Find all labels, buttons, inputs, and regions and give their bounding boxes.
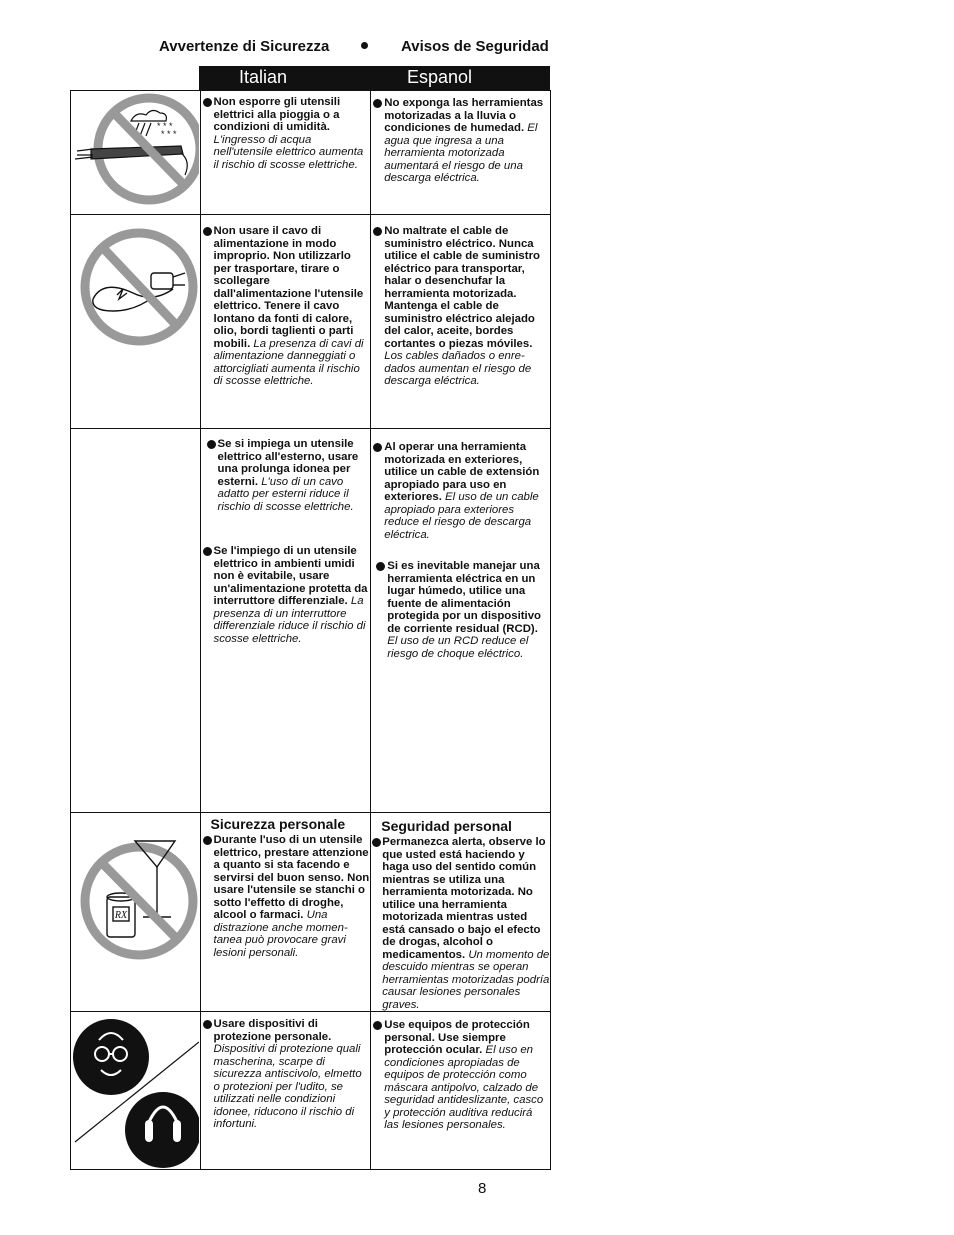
table-row [71, 429, 551, 813]
wear-eye-ear-protection-icon [71, 1012, 199, 1170]
warning-item-italian [201, 225, 371, 388]
warning-bold-text: Se si impiega un utensile elettrico all'esterno, usare una prolunga idonea per esterni. [217, 438, 359, 488]
warning-italic-text: L'ingresso di acqua nell'utensile elettrico aumenta il rischio di scosse elettriche. [213, 133, 364, 171]
warning-item-spanish [371, 1019, 550, 1132]
bullet-icon [207, 440, 216, 449]
image-cell [71, 1012, 201, 1170]
warning-italic-text: El agua que ingresa a una herramienta motorizada aumentará el riesgo de una descarga eléctrica. [384, 122, 538, 184]
warning-bold-text: No maltrate el cable de suministro eléctrico. Nunca utilice el cable de suministro eléctrico para transportar, halar o desenchufar la herramienta motorizada. Mantenga el cable de suministro eléctrico alejado del calor, aceite, bordes cortantes o piezas móviles. [384, 225, 540, 350]
bullet-icon [376, 562, 385, 571]
warning-item-spanish [374, 560, 550, 660]
table-row [71, 1012, 551, 1170]
bullet-icon [203, 836, 212, 845]
header-bullet [361, 42, 368, 49]
warning-bold-text: Durante l'uso di un utensile elettrico, prestare attenzione a quanto si sta facendo e servirsi del buon senso. Non usare l'utensile se stanchi o sotto l'effetto di droghe, alcool o farmaci. [213, 834, 370, 921]
header-title-italian: Avvertenze di Sicurezza [159, 38, 330, 55]
table-row [71, 813, 551, 1012]
no-cord-abuse-icon [71, 215, 199, 429]
italian-text-cell [200, 429, 371, 813]
image-cell [71, 813, 201, 1012]
warning-italic-text: La presenza di un interruttore differenziale riduce il rischio di scosse elettriche. [213, 595, 366, 645]
italian-text-cell [200, 1012, 371, 1170]
italian-text-cell [200, 91, 371, 215]
no-drugs-alcohol-icon [71, 813, 199, 1009]
svg-text:* * *: * * * [157, 121, 173, 131]
warning-item-italian [201, 834, 371, 959]
image-cell [71, 91, 201, 215]
warning-bold-text: Usare dispositivi di protezione personale. [213, 1018, 332, 1043]
warning-item-italian [201, 545, 371, 645]
spanish-text-cell [371, 1012, 551, 1170]
safety-table [70, 90, 551, 1170]
warning-bold-text: Non esporre gli utensili elettrici alla pioggia o a condizioni di umidità. [213, 96, 341, 133]
spanish-text-cell [371, 215, 551, 429]
table-row [71, 91, 551, 215]
spanish-text-cell [371, 91, 551, 215]
section-title-spanish: Seguridad personal [381, 818, 512, 834]
warning-item-spanish [371, 441, 550, 541]
warning-italic-text: Dispositivi di protezione quali mascherina, scarpe di sicurezza antiscivolo, elmetto o protezioni per l'udito, se utilizzati nelle condizioni idonee, riducono il rischio di infortuni. [213, 1043, 362, 1130]
spanish-text-cell [371, 813, 551, 1012]
warning-item-italian [205, 438, 371, 513]
page-number: 8 [478, 1180, 487, 1197]
warning-item-spanish [371, 97, 550, 185]
rx-label [113, 907, 129, 921]
bullet-icon [203, 547, 212, 556]
image-cell [71, 215, 201, 429]
language-bar [199, 66, 550, 90]
warning-bold-text: Use equipos de protección personal. Use siempre protección ocular. [384, 1019, 530, 1056]
header-title-spanish: Avisos de Seguridad [401, 38, 549, 55]
warning-bold-text: Permanezca alerta, observe lo que usted está haciendo y haga uso del sentido común mientras se utiliza una herramienta motorizada. No utilice una herramienta motorizada mientras usted está cansado o bajo el efecto de drogas, alcohol o medicamentos. [382, 836, 546, 961]
warning-italic-text: Una distrazione anche momentanea può provocare gravi lesioni personali. [213, 909, 348, 959]
warning-italic-text: L'uso di un cavo adatto per esterni riduce il rischio di scosse elettriche. [217, 475, 354, 513]
warning-italic-text: La presenza di cavi di alimentazione danneggiati o attorcigliati aumenta il rischio di scosse elettriche. [213, 337, 364, 387]
warning-bold-text: Non usare il cavo di alimentazione in modo improprio. Non utilizzarlo per trasportare, tirare o scollegare dall'alimentazione l'utensile elettrico. Tenere il cavo lontano da fonti di calore, olio, bordi taglienti o parti mobili. [213, 225, 364, 350]
warning-item-italian [201, 1018, 371, 1131]
warning-bold-text: Si es inevitable manejar una herramienta eléctrica en un lugar húmedo, utilice una fuente de alimentación protegida por un dispositivo de corriente residual (RCD). [387, 560, 542, 635]
spanish-text-cell [371, 429, 551, 813]
section-title-italian: Sicurezza personale [210, 816, 346, 832]
warning-bold-text: Se l'impiego di un utensile elettrico in ambienti umidi non è evitabile, usare un'alimentazione protetta da interruttore differenziale. [213, 545, 368, 607]
warning-italic-text: El uso de un RCD reduce el riesgo de choque eléctrico. [387, 635, 529, 660]
language-label-spanish: Espanol [407, 67, 473, 87]
warning-italic-text: El uso de un cable apropiado para exteriores reduce el riesgo de descarga eléctrica. [384, 491, 539, 541]
warning-item-italian [201, 96, 371, 171]
warning-italic-text: Un momento de descuido mientras se operan herramientas motorizadas podría causar lesiones personales graves. [382, 948, 550, 1011]
italian-text-cell [200, 215, 371, 429]
bullet-icon [373, 227, 382, 236]
image-cell-empty [71, 429, 201, 813]
no-rain-power-tool-icon [71, 91, 199, 215]
svg-text:RX: RX [114, 910, 128, 921]
bullet-icon [373, 443, 382, 452]
bullet-icon [373, 1021, 382, 1030]
bullet-icon [203, 98, 212, 107]
svg-text:* * *: * * * [161, 129, 177, 139]
table-row [71, 215, 551, 429]
bullet-icon [372, 838, 381, 847]
italian-text-cell [200, 813, 371, 1012]
bullet-icon [203, 227, 212, 236]
warning-italic-text: El uso en condiciones apropiadas de equipos de protección como máscara antipolvo, calzado de seguridad antideslizante, casco y protección auditiva reducirá las lesiones personales. [384, 1044, 544, 1131]
warning-italic-text: Los cables dañados o enredados aumentan el riesgo de descarga eléctrica. [384, 350, 532, 387]
warning-item-spanish [371, 836, 550, 1011]
bullet-icon [373, 99, 382, 108]
language-label-italian: Italian [239, 67, 288, 87]
bullet-icon [203, 1020, 212, 1029]
warning-bold-text: No exponga las herramientas motorizadas a la lluvia o condiciones de humedad. [384, 97, 544, 134]
warning-bold-text: Al operar una herramienta motorizada en exteriores, utilice un cable de extensión apropiado para uso en exteriores. [384, 441, 540, 503]
warning-item-spanish [371, 225, 550, 388]
